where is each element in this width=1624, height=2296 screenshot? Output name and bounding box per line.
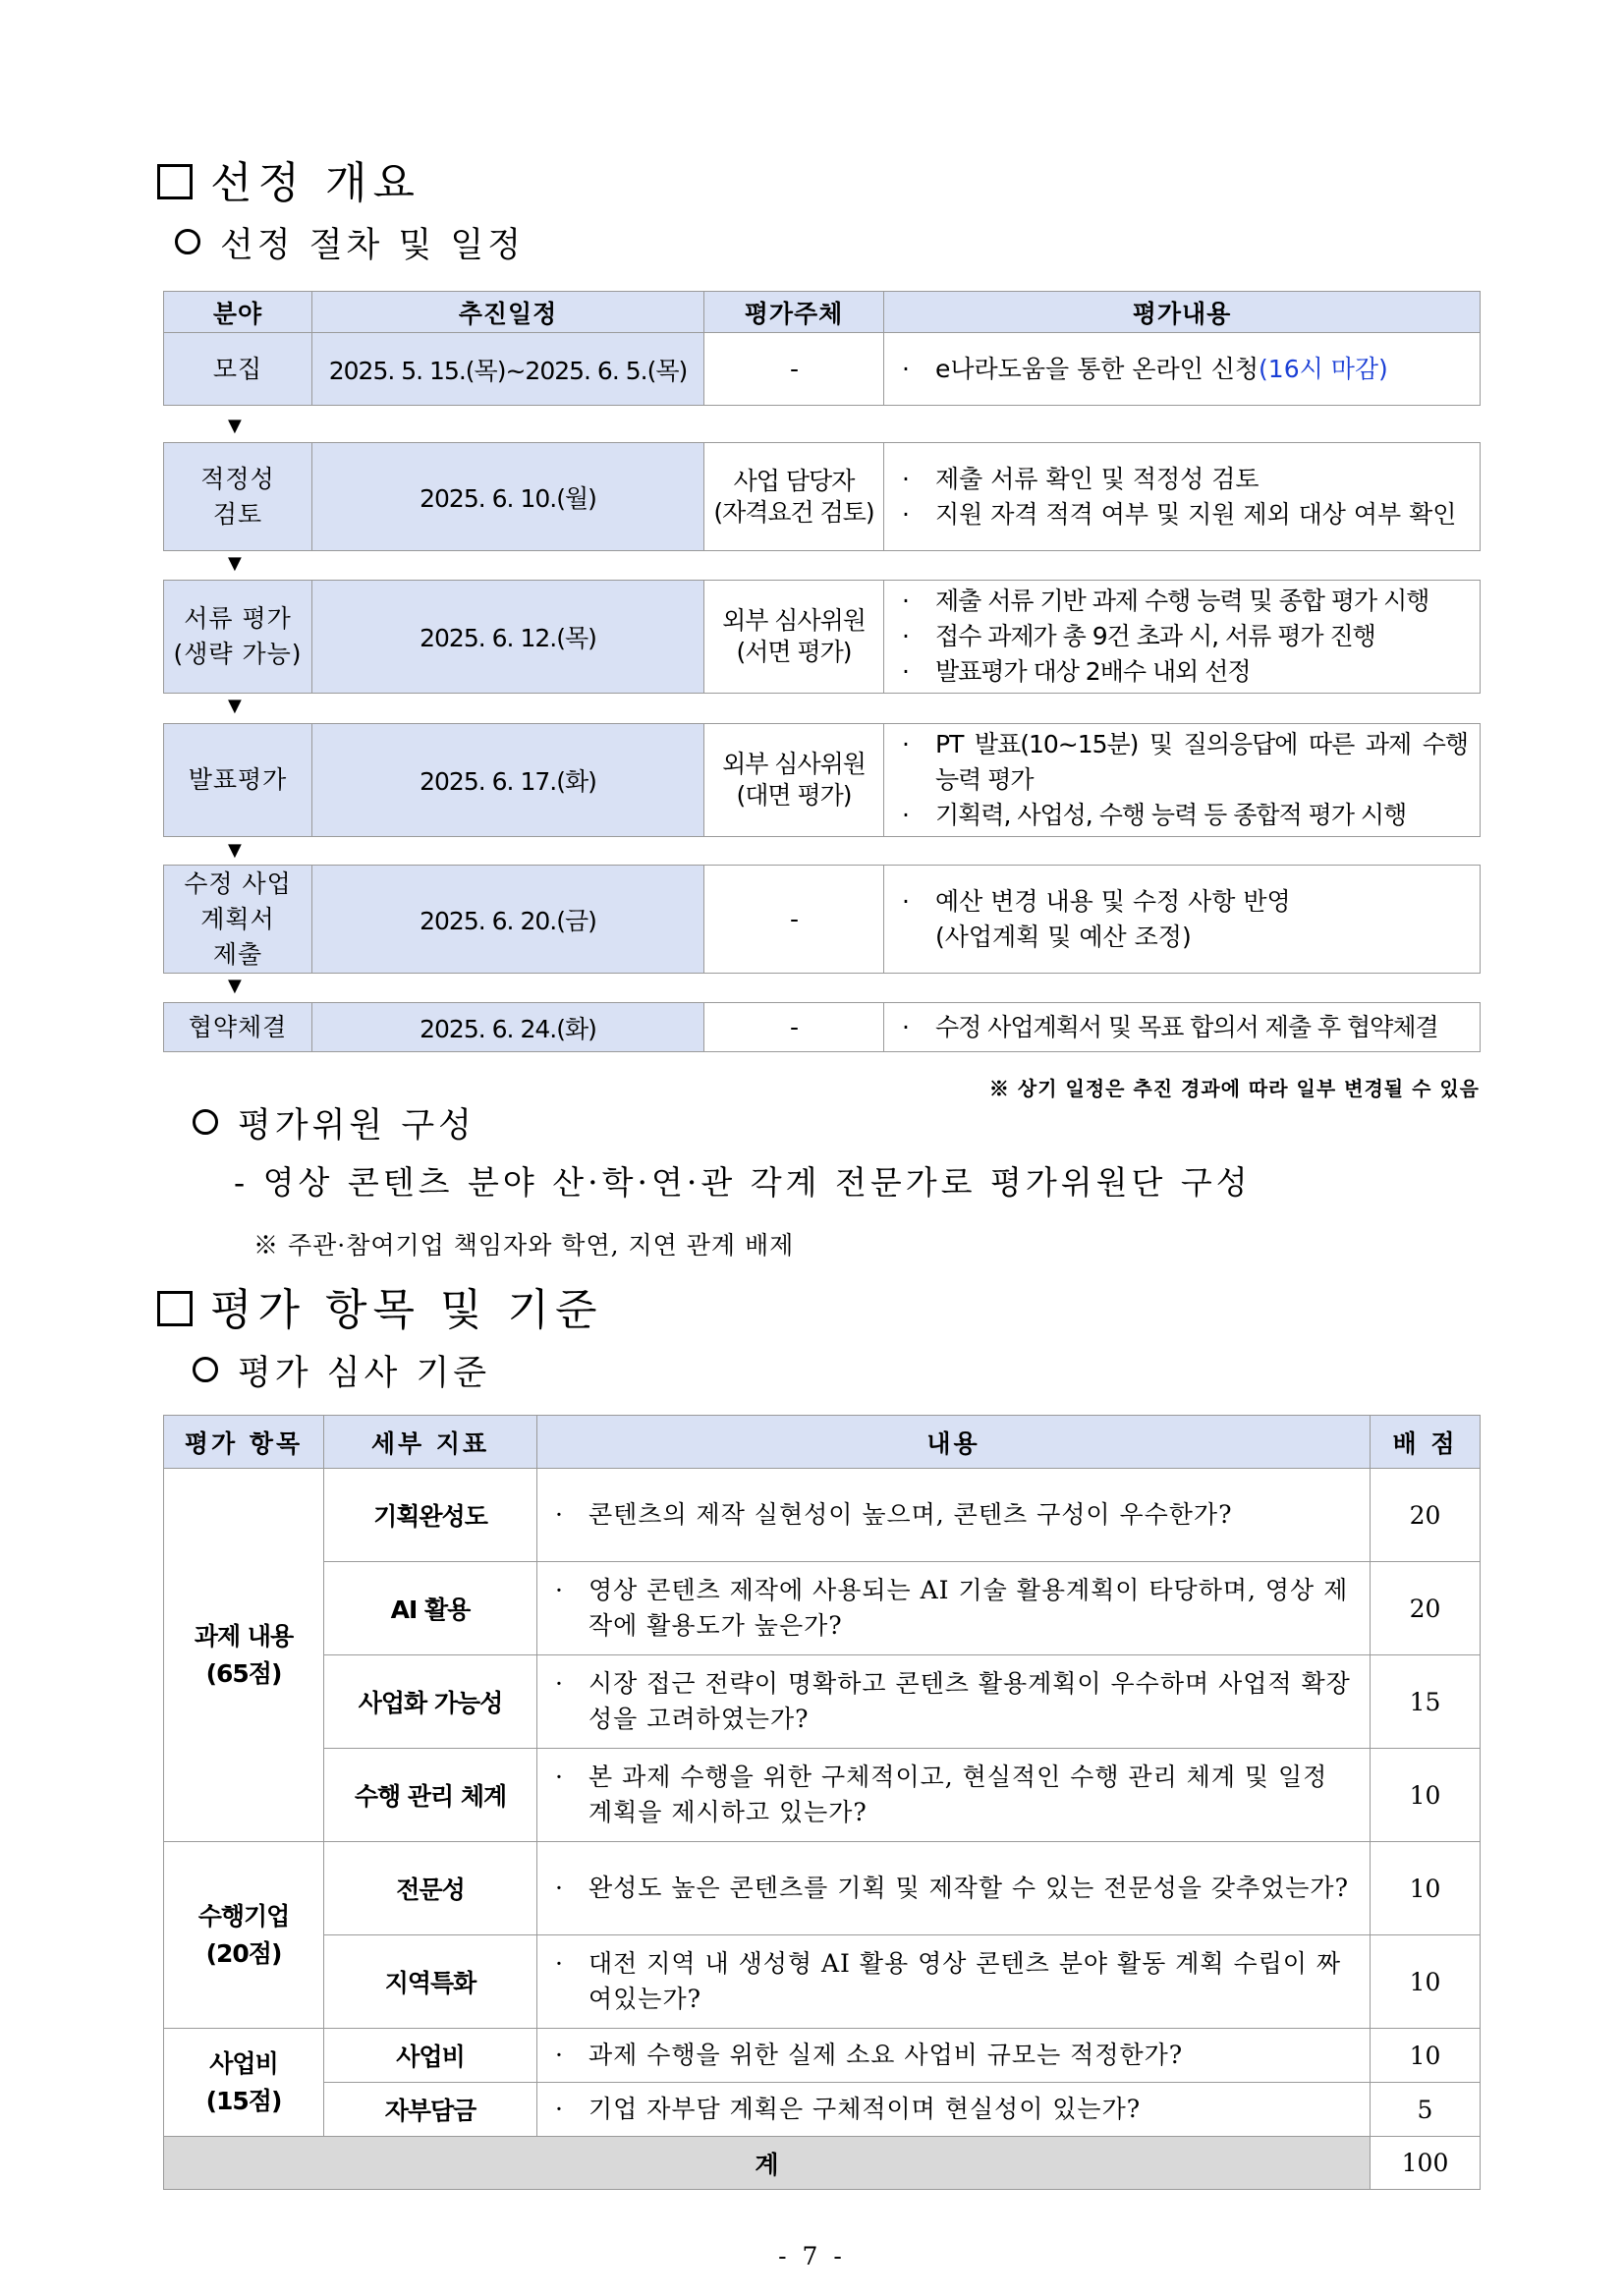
bullet-item <box>902 584 1468 619</box>
indicator: AI 활용 <box>324 1562 537 1655</box>
checkbox-square-icon <box>157 1291 193 1326</box>
row-label: 발표평가 <box>164 724 312 837</box>
page-number: - 7 - <box>778 2242 846 2270</box>
score: 10 <box>1371 1842 1481 1935</box>
indicator: 수행 관리 체계 <box>324 1749 537 1842</box>
row-date: 2025. 5. 15.(목)~2025. 6. 5.(목) <box>312 333 704 406</box>
score: 10 <box>1371 2029 1481 2083</box>
bullet-dot: · <box>902 1012 909 1041</box>
row-content <box>884 724 1481 837</box>
criteria-header-row <box>164 1416 1481 1469</box>
header-content: 평가내용 <box>884 292 1481 333</box>
bullet-text: 과제 수행을 위한 실제 소요 사업비 규모는 적정한가? <box>588 2041 1184 2069</box>
category-company: 수행기업 (20점) <box>164 1842 324 2029</box>
bullet-text: 발표평가 대상 2배수 내외 선정 <box>935 657 1251 686</box>
indicator: 기획완성도 <box>324 1469 537 1562</box>
schedule-row-document <box>164 581 1481 694</box>
bullet-dot: · <box>555 1763 564 1791</box>
schedule-table-presentation <box>163 723 1481 837</box>
bullet-item <box>902 654 1468 690</box>
schedule-row-review <box>164 443 1481 551</box>
header-evaluator: 평가주체 <box>704 292 884 333</box>
row-label: 협약체결 <box>164 1003 312 1052</box>
row-evaluator: - <box>704 866 884 974</box>
category-budget: 사업비 (15점) <box>164 2029 324 2137</box>
total-label: 계 <box>164 2137 1371 2190</box>
header-schedule: 추진일정 <box>312 292 704 333</box>
section-heading-overview <box>157 147 420 210</box>
schedule-table-agreement <box>163 1002 1481 1052</box>
schedule-row-agreement <box>164 1003 1481 1052</box>
score: 10 <box>1371 1935 1481 2029</box>
score: 20 <box>1371 1469 1481 1562</box>
bullet-item <box>902 727 1468 798</box>
row-content <box>884 581 1481 694</box>
total-value: 100 <box>1371 2137 1481 2190</box>
bullet-text: 콘텐츠의 제작 실현성이 높으며, 콘텐츠 구성이 우수한가? <box>588 1500 1233 1529</box>
bullet-dot: · <box>902 499 910 529</box>
criteria-content <box>537 1935 1371 2029</box>
criteria-row <box>164 2083 1481 2137</box>
bullet-dot: · <box>902 657 909 686</box>
header-indicator: 세부 지표 <box>324 1416 537 1469</box>
row-label: 모집 <box>164 333 312 406</box>
schedule-table-revision <box>163 865 1481 974</box>
schedule-table-review <box>163 442 1481 551</box>
score: 15 <box>1371 1655 1481 1749</box>
bullet-text: 수정 사업계획서 및 목표 합의서 제출 후 협약체결 <box>935 1012 1438 1041</box>
bullet-item <box>902 352 1468 387</box>
bullet-dot: · <box>902 587 909 615</box>
schedule-table-document <box>163 580 1481 694</box>
bullet-text: 대전 지역 내 생성형 AI 활용 영상 콘텐츠 분야 활동 계획 수립이 짜여있는가? <box>588 1949 1342 2013</box>
criteria-content <box>537 2083 1371 2137</box>
bullet-text: PT 발표(10~15분) 및 질의응답에 따른 과제 수행 능력 평가 <box>935 730 1468 794</box>
bullet-dot: · <box>902 354 910 383</box>
row-content <box>884 1003 1481 1052</box>
schedule-row-recruit <box>164 333 1481 406</box>
bullet-text: 기업 자부담 계획은 구체적이며 현실성이 있는가? <box>588 2095 1142 2123</box>
row-date: 2025. 6. 20.(금) <box>312 866 704 974</box>
bullet-item <box>902 798 1468 833</box>
indicator: 전문성 <box>324 1842 537 1935</box>
bullet-dot: · <box>902 801 909 829</box>
bullet-dot: · <box>555 1949 564 1978</box>
bullet-text: e나라도움을 통한 온라인 신청 <box>935 354 1260 383</box>
bullet-text: 지원 자격 적격 여부 및 지원 제외 대상 여부 확인 <box>935 499 1457 529</box>
bullet-text: 영상 콘텐츠 제작에 사용되는 AI 기술 활용계획이 타당하며, 영상 제작에 활용도가 높은가? <box>588 1576 1349 1640</box>
section-heading-criteria <box>157 1274 603 1337</box>
criteria-row <box>164 1562 1481 1655</box>
category-task: 과제 내용 (65점) <box>164 1469 324 1842</box>
score: 5 <box>1371 2083 1481 2137</box>
row-evaluator: 외부 심사위원 (서면 평가) <box>704 581 884 694</box>
bullet-dot: · <box>555 1576 564 1604</box>
criteria-content <box>537 2029 1371 2083</box>
row-evaluator: 사업 담당자 (자격요건 검토) <box>704 443 884 551</box>
section-title: 선정 개요 <box>210 158 421 208</box>
bullet-text: 제출 서류 확인 및 적정성 검토 <box>935 464 1260 493</box>
header-score: 배 점 <box>1371 1416 1481 1469</box>
bullet-text: 접수 과제가 총 9건 초과 시, 서류 평가 진행 <box>935 622 1375 650</box>
subheading-evaluation <box>193 1346 490 1395</box>
checkbox-square-icon <box>157 164 193 199</box>
bullet-text: 완성도 높은 콘텐츠를 기획 및 제작할 수 있는 전문성을 갖추었는가? <box>588 1874 1349 1902</box>
row-label: 서류 평가 (생략 가능) <box>164 581 312 694</box>
row-content <box>884 866 1481 974</box>
schedule-footnote: ※ 상기 일정은 추진 경과에 따라 일부 변경될 수 있음 <box>988 1077 1480 1100</box>
criteria-row <box>164 2029 1481 2083</box>
indicator: 사업화 가능성 <box>324 1655 537 1749</box>
indicator: 지역특화 <box>324 1935 537 2029</box>
committee-note: ※ 주관·참여기업 책임자와 학연, 지연 관계 배제 <box>253 1231 795 1260</box>
criteria-row <box>164 1842 1481 1935</box>
bullet-text: 시장 접근 전략이 명확하고 콘텐츠 활용계획이 우수하며 사업적 확장성을 고려하였는가? <box>588 1669 1351 1733</box>
bullet-text: 기획력, 사업성, 수행 능력 등 종합적 평가 시행 <box>935 801 1407 829</box>
bullet-dot: · <box>902 464 910 493</box>
bullet-dot: · <box>555 1874 564 1902</box>
bullet-dot: · <box>555 2095 564 2123</box>
criteria-row <box>164 1935 1481 2029</box>
subheading-text: 평가 심사 기준 <box>238 1354 491 1393</box>
subheading-text: 선정 절차 및 일정 <box>220 226 526 265</box>
subheading-committee <box>193 1098 476 1148</box>
bullet-dot: · <box>555 1669 564 1698</box>
bullet-item <box>902 462 1468 497</box>
schedule-row-presentation <box>164 724 1481 837</box>
bullet-item <box>902 619 1468 654</box>
criteria-content <box>537 1749 1371 1842</box>
row-date: 2025. 6. 24.(화) <box>312 1003 704 1052</box>
down-arrow-icon: ▼ <box>228 840 242 861</box>
criteria-row <box>164 1749 1481 1842</box>
score: 20 <box>1371 1562 1481 1655</box>
bullet-text: 본 과제 수행을 위한 구체적이고, 현실적인 수행 관리 체계 및 일정 계획을 제시하고 있는가? <box>588 1763 1328 1826</box>
schedule-table-top <box>163 291 1481 406</box>
circle-bullet-icon <box>193 1357 218 1382</box>
criteria-content <box>537 1842 1371 1935</box>
schedule-row-revision <box>164 866 1481 974</box>
criteria-row <box>164 1655 1481 1749</box>
bullet-item <box>902 884 1468 955</box>
row-evaluator: 외부 심사위원 (대면 평가) <box>704 724 884 837</box>
bullet-dot: · <box>555 1500 564 1529</box>
criteria-content <box>537 1562 1371 1655</box>
schedule-header-row <box>164 292 1481 333</box>
criteria-content <box>537 1469 1371 1562</box>
row-date: 2025. 6. 10.(월) <box>312 443 704 551</box>
score: 10 <box>1371 1749 1481 1842</box>
bullet-dot: · <box>902 886 910 916</box>
criteria-total-row <box>164 2137 1481 2190</box>
row-label: 수정 사업 계획서 제출 <box>164 866 312 974</box>
criteria-content <box>537 1655 1371 1749</box>
row-content <box>884 333 1481 406</box>
row-evaluator: - <box>704 1003 884 1052</box>
bullet-dot: · <box>902 622 909 650</box>
header-field: 분야 <box>164 292 312 333</box>
committee-description: - 영상 콘텐츠 분야 산·학·연·관 각계 전문가로 평가위원단 구성 <box>234 1163 1252 1202</box>
header-category: 평가 항목 <box>164 1416 324 1469</box>
subheading-procedure <box>175 218 525 267</box>
row-date: 2025. 6. 12.(목) <box>312 581 704 694</box>
bullet-dot: · <box>555 2041 564 2069</box>
down-arrow-icon: ▼ <box>228 976 242 996</box>
row-label: 적정성 검토 <box>164 443 312 551</box>
criteria-row <box>164 1469 1481 1562</box>
deadline-note: (16시 마감) <box>1259 354 1388 383</box>
criteria-table <box>163 1415 1481 2190</box>
circle-bullet-icon <box>193 1109 218 1135</box>
header-content: 내용 <box>537 1416 1371 1469</box>
down-arrow-icon: ▼ <box>228 553 242 574</box>
subheading-text: 평가위원 구성 <box>238 1106 476 1146</box>
bullet-dot: · <box>902 730 909 758</box>
row-content <box>884 443 1481 551</box>
bullet-item <box>902 497 1468 532</box>
row-evaluator: - <box>704 333 884 406</box>
indicator: 사업비 <box>324 2029 537 2083</box>
down-arrow-icon: ▼ <box>228 696 242 716</box>
bullet-text: 제출 서류 기반 과제 수행 능력 및 종합 평가 시행 <box>935 587 1429 615</box>
section-title: 평가 항목 및 기준 <box>210 1285 603 1335</box>
indicator: 자부담금 <box>324 2083 537 2137</box>
bullet-text: 예산 변경 내용 및 수정 사항 반영 (사업계획 및 예산 조정) <box>935 886 1291 951</box>
down-arrow-icon: ▼ <box>228 416 242 436</box>
circle-bullet-icon <box>175 229 200 254</box>
row-date: 2025. 6. 17.(화) <box>312 724 704 837</box>
bullet-item <box>902 1010 1468 1045</box>
